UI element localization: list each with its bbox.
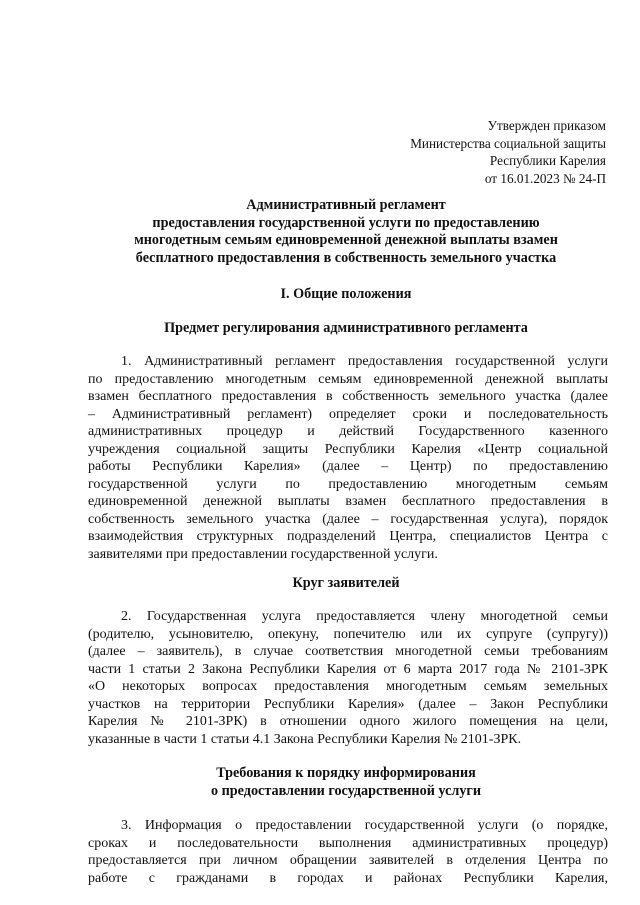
paragraph-line: государственной услуги по предоставлению многодетным семьям (88, 476, 608, 492)
paragraph-line: административных процедур и действий Государственного казенного (88, 424, 608, 440)
paragraph-line: – Административный регламент) определяет сроки и последовательность (88, 406, 608, 422)
paragraph-line: учреждения социальной защиты Республики Карелия «Центр социальной (88, 441, 608, 457)
paragraph-line: указанные в части 1 статьи 4.1 Закона Республики Карелия № 2101-ЗРК. (88, 731, 522, 747)
paragraph-line: по предоставлению многодетным семьям единовременной денежной выплаты (88, 371, 608, 387)
approval-line: Министерства социальной защиты (410, 135, 606, 151)
paragraph-line: собственность земельного участка (далее – государственная услуга), порядок (88, 511, 608, 527)
title-line: Административный регламент (246, 197, 446, 213)
paragraph-line: 2. Государственная услуга предоставляется члену многодетной семьи (121, 609, 608, 624)
title-line: предоставления государственной услуги по предоставлению (152, 214, 540, 231)
paragraph-line: 1. Административный регламент предоставления государственной услуги (121, 354, 608, 369)
section-subheading: Предмет регулирования административного регламента (164, 320, 528, 336)
paragraph-1 (88, 353, 608, 564)
paragraph-line: участков на территории Республики Карелия» (далее – Закон Республики (88, 696, 608, 712)
applicants-heading: Круг заявителей (292, 575, 400, 591)
paragraph-line: взаимодействия структурных подразделений Центра, специалистов Центра с (88, 529, 608, 545)
paragraph-line: заявителями при предоставлении государственной услуги. (88, 547, 438, 563)
paragraph-line: единовременной денежной выплаты взамен бесплатного предоставления в (88, 494, 608, 510)
paragraph-line: Карелия № 2101-ЗРК) в отношении одного жилого помещения на цели, (88, 714, 608, 730)
title-line: многодетным семьям единовременной денежной выплаты взамен (134, 232, 558, 249)
paragraph-3 (88, 817, 608, 887)
paragraph-line: сроках и последовательности выполнения административных процедур) (88, 835, 608, 851)
info-heading-line: Требования к порядку информирования (216, 765, 476, 781)
paragraph-line: части 1 статьи 2 Закона Республики Карелия от 6 марта 2017 года № 2101-ЗРК (88, 661, 608, 677)
paragraph-line: взамен бесплатного предоставления в собственность земельного участка (далее (88, 389, 608, 405)
paragraph-line: «О некоторых вопросах предоставления многодетным семьям земельных (88, 679, 608, 695)
approval-line: Утвержден приказом (487, 118, 606, 133)
paragraph-line: работе с гражданами в городах и районах Республики Карелия, (88, 870, 608, 886)
paragraph-line: (родителю, усыновителю, опекуну, попечителю или их супруге (супругу)) (88, 626, 608, 642)
paragraph-line: работы Республики Карелия» (далее – Центр) по предоставлению (88, 459, 608, 475)
info-heading-line: о предоставлении государственной услуги (210, 783, 482, 799)
approval-line: от 16.01.2023 № 24-П (484, 170, 606, 186)
document-title (86, 197, 606, 267)
title-line: бесплатного предоставления в собственность земельного участка (135, 249, 557, 266)
approval-line: Республики Карелия (489, 153, 606, 168)
paragraph-2 (88, 608, 608, 748)
paragraph-line: предоставляется при личном обращении заявителей в отделения Центра по (88, 853, 608, 869)
paragraph-line: 3. Информация о предоставлении государственной услуги (о порядке, (121, 818, 608, 833)
section-heading: I. Общие положения (280, 286, 412, 302)
paragraph-line: (далее – заявитель), в случае соответствия многодетной семьи требованиям (88, 644, 608, 660)
approval-stamp (410, 117, 606, 187)
